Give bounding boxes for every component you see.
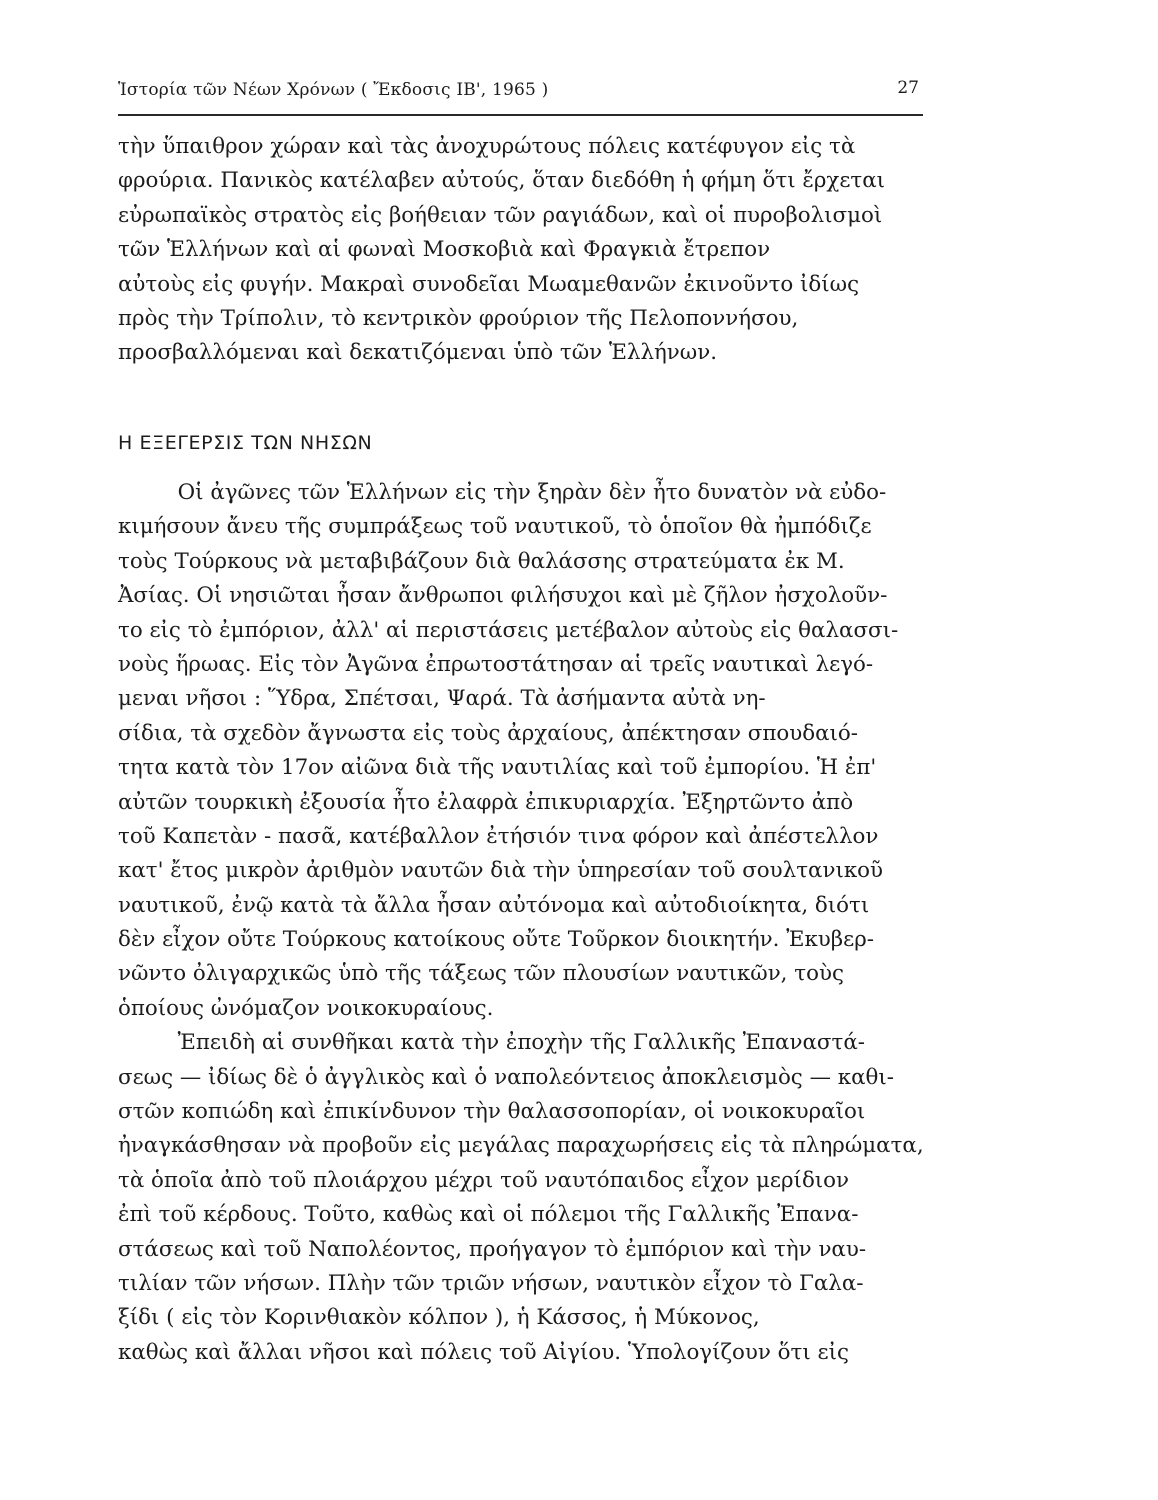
text-line: τὴν ὕπαιθρον χώραν καὶ τὰς ἀνοχυρώτους πόλεις κατέφυγον εἰς τὰ: [118, 134, 856, 159]
text-line: Ἀσίας. Οἱ νησιῶται ἦσαν ἄνθρωποι φιλήσυχοι καὶ μὲ ζῆλον ἠσχολοῦν-: [118, 583, 888, 609]
text-line: κατ' ἔτος μικρὸν ἀριθμὸν ναυτῶν διὰ τὴν ὑπηρεσίαν τοῦ σουλτανικοῦ: [118, 858, 884, 884]
text-line: Οἱ ἀγῶνες τῶν Ἑλλήνων εἰς τὴν ξηρὰν δὲν ἦτο δυνατὸν νὰ εὐδο-: [177, 480, 887, 505]
text-line: πρὸς τὴν Τρίπολιν, τὸ κεντρικὸν φρούριον τῆς Πελοποννήσου,: [118, 305, 799, 331]
text-line: τιλίαν τῶν νήσων. Πλὴν τῶν τριῶν νήσων, ναυτικὸν εἶχον τὸ Γαλα-: [118, 1270, 864, 1296]
text-line: εὐρωπαϊκὸς στρατὸς εἰς βοήθειαν τῶν ραγιάδων, καὶ οἱ πυροβολισμοὶ: [118, 202, 883, 228]
text-line: σεως — ἰδίως δὲ ὁ ἀγγλικὸς καὶ ὁ ναπολεόντειος ἀποκλεισμὸς — καθι-: [118, 1064, 894, 1090]
text-line: μεναι νῆσοι : Ὕδρα, Σπέτσαι, Ψαρά. Τὰ ἀσήμαντα αὐτὰ νη-: [118, 686, 766, 712]
text-line: ἠναγκάσθησαν νὰ προβοῦν εἰς μεγάλας παραχωρήσεις εἰς τὰ πληρώματα,: [118, 1133, 924, 1159]
text-line: ὁποίους ὠνόμαζον νοικοκυραίους.: [118, 995, 494, 1021]
text-line: στάσεως καὶ τοῦ Ναπολέοντος, προήγαγον τὸ ἐμπόριον καὶ τὴν ναυ-: [118, 1236, 867, 1262]
text-line: ἐπὶ τοῦ κέρδους. Τοῦτο, καθὼς καὶ οἱ πόλεμοι τῆς Γαλλικῆς Ἐπανα-: [118, 1202, 859, 1228]
text-line: αὐτῶν τουρκικὴ ἐξουσία ἦτο ἐλαφρὰ ἐπικυριαρχία. Ἐξηρτῶντο ἀπὸ: [118, 789, 854, 815]
text-line: νοὺς ἥρωας. Εἰς τὸν Ἀγῶνα ἐπρωτοστάτησαν αἱ τρεῖς ναυτικαὶ λεγό-: [118, 651, 874, 677]
text-line: Ἐπειδὴ αἱ συνθῆκαι κατὰ τὴν ἐποχὴν τῆς Γαλλικῆς Ἐπαναστά-: [177, 1030, 865, 1056]
text-line: το εἰς τὸ ἐμπόριον, ἀλλ' αἱ περιστάσεις μετέβαλον αὐτοὺς εἰς θαλασσι-: [118, 617, 899, 643]
text-line: στῶν κοπιώδη καὶ ἐπικίνδυνον τὴν θαλασσοπορίαν, οἱ νοικοκυραῖοι: [118, 1099, 866, 1125]
text-line: σίδια, τὰ σχεδὸν ἄγνωστα εἰς τοὺς ἀρχαίους, ἀπέκτησαν σπουδαιό-: [118, 720, 859, 746]
text-line: τὰ ὁποῖα ἀπὸ τοῦ πλοιάρχου μέχρι τοῦ ναυτόπαιδος εἶχον μερίδιον: [118, 1167, 850, 1193]
paragraph-1: [118, 130, 938, 371]
text-line: κιμήσουν ἄνευ τῆς συμπράξεως τοῦ ναυτικοῦ, τὸ ὁποῖον θὰ ἠμπόδιζε: [118, 514, 872, 540]
text-line: φρούρια. Πανικὸς κατέλαβεν αὐτούς, ὅταν διεδόθη ἡ φήμη ὅτι ἔρχεται: [118, 168, 886, 194]
section-heading: Η ΕΞΕΓΕΡΣΙΣ ΤΩΝ ΝΗΣΩΝ: [118, 432, 373, 454]
text-line: ξίδι ( εἰς τὸν Κορινθιακὸν κόλπον ), ἡ Κάσσος, ἡ Μύκονος,: [118, 1305, 760, 1331]
paragraph-2-and-3: [118, 476, 938, 1370]
running-header: [118, 74, 923, 116]
text-line: τητα κατὰ τὸν 17ον αἰῶνα διὰ τῆς ναυτιλίας καὶ τοῦ ἐμπορίου. Ἡ ἐπ': [118, 755, 877, 781]
text-line: τῶν Ἑλλήνων καὶ αἱ φωναὶ Μοσκοβιὰ καὶ Φραγκιὰ ἔτρεπον: [118, 237, 771, 263]
text-line: αὐτοὺς εἰς φυγήν. Μακραὶ συνοδεῖαι Μωαμεθανῶν ἐκινοῦντο ἰδίως: [118, 271, 860, 297]
text-line: νῶντο ὀλιγαρχικῶς ὑπὸ τῆς τάξεως τῶν πλουσίων ναυτικῶν, τοὺς: [118, 961, 844, 987]
text-line: τοῦ Καπετὰν - πασᾶ, κατέβαλλον ἐτήσιόν τινα φόρον καὶ ἀπέστελλον: [118, 823, 879, 849]
running-title: Ἱστορία τῶν Νέων Χρόνων ( Ἔκδοσις ΙΒ', 1965 ): [118, 80, 549, 100]
text-line: προσβαλλόμεναι καὶ δεκατιζόμεναι ὑπὸ τῶν Ἑλλήνων.: [118, 340, 718, 366]
text-line: δὲν εἶχον οὔτε Τούρκους κατοίκους οὔτε Τοῦρκον διοικητήν. Ἐκυβερ-: [118, 927, 875, 953]
text-line: τοὺς Τούρκους νὰ μεταβιβάζουν διὰ θαλάσσης στρατεύματα ἐκ Μ.: [118, 548, 845, 574]
text-line: καθὼς καὶ ἄλλαι νῆσοι καὶ πόλεις τοῦ Αἰγίου. Ὑπολογίζουν ὅτι εἰς: [118, 1339, 849, 1365]
page-number: 27: [897, 78, 919, 98]
text-line: ναυτικοῦ, ἐνῷ κατὰ τὰ ἄλλα ἦσαν αὐτόνομα καὶ αὐτοδιοίκητα, διότι: [118, 892, 870, 918]
